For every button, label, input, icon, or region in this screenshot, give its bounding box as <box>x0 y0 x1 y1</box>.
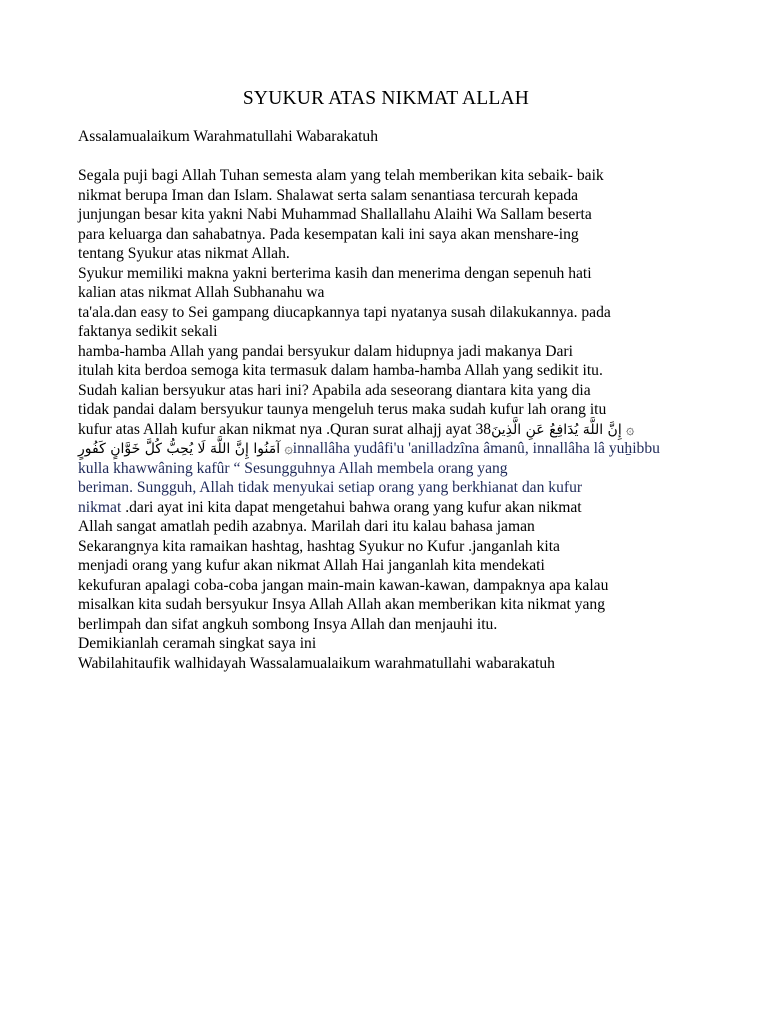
body-line: kalian atas nikmat Allah Subhanahu wa <box>78 284 325 301</box>
document-title: SYUKUR ATAS NIKMAT ALLAH <box>242 88 530 109</box>
body-line: menjadi orang yang kufur akan nikmat Allah Hai janganlah kita mendekati <box>78 557 545 574</box>
verse-translation: “ Sesungguhnya Allah membela orang yang <box>229 459 508 477</box>
arabic-verse-part2: ۞ آمَنُوا إِنَّ اللَّهَ لَا يُحِبُّ كُلَّ خَوَّانٍ كَفُورٍ <box>78 441 293 457</box>
verse-transliteration: innallâha yudâfi'u 'anilladzîna âmanû, innallâha lâ yuẖibbu <box>292 440 660 457</box>
body-line: faktanya sedikit sekali <box>78 323 218 340</box>
body-line: kekufuran apalagi coba-coba jangan main-main kawan-kawan, dampaknya apa kalau <box>78 576 609 594</box>
body-line: misalkan kita sudah bersyukur Insya Allah Allah akan memberikan kita nikmat yang <box>78 596 606 613</box>
closing-salutation: Wabilahitaufik walhidayah Wassalamualaikum warahmatullahi wabarakatuh <box>78 654 555 672</box>
body-line: junjungan besar kita yakni Nabi Muhammad Shallallahu Alaihi Wa Sallam beserta <box>78 206 592 223</box>
body-text: .dari ayat ini kita dapat mengetahui bahwa orang yang kufur akan nikmat <box>121 498 582 516</box>
body-line: Sekarangnya kita ramaikan hashtag, hashtag Syukur no Kufur .janganlah kita <box>78 537 560 555</box>
paragraph-gap <box>78 147 698 167</box>
body-line: Allah sangat amatlah pedih azabnya. Marilah dari itu kalau bahasa jaman <box>78 518 535 535</box>
body-line: tidak pandai dalam bersyukur taunya mengeluh terus maka sudah kufur lah orang itu <box>78 401 607 418</box>
body-line: hamba-hamba Allah yang pandai bersyukur dalam hidupnya jadi makanya Dari <box>78 342 573 360</box>
body-line: Demikianlah ceramah singkat saya ini <box>78 635 317 652</box>
verse-translation-line: beriman. Sungguh, Allah tidak menyukai setiap orang yang berkhianat dan kufur <box>78 479 583 496</box>
body-line: para keluarga dan sahabatnya. Pada kesempatan kali ini saya akan menshare-ing <box>78 225 579 243</box>
body-line: Sudah kalian bersyukur atas hari ini? Apabila ada seseorang diantara kita yang dia <box>78 381 591 399</box>
verse-line <box>78 498 698 518</box>
body-line: Syukur memiliki makna yakni berterima kasih dan menerima dengan sepenuh hati <box>78 264 592 282</box>
body-line: tentang Syukur atas nikmat Allah. <box>78 245 290 262</box>
verse-transliteration-end: kulla khawwâning kafûr <box>78 459 230 477</box>
verse-intro: kufur atas Allah kufur akan nikmat nya .Quran surat alhajj ayat 38 <box>78 420 492 438</box>
verse-line <box>78 439 698 459</box>
body-line: Segala puji bagi Allah Tuhan semesta alam yang telah memberikan kita sebaik- baik <box>78 167 604 184</box>
arabic-verse-part1: ۞ إِنَّ اللَّهَ يُدَافِعُ عَنِ الَّذِينَ <box>491 421 635 438</box>
body-line: nikmat berupa Iman dan Islam. Shalawat serta salam senantiasa tercurah kepada <box>78 186 579 204</box>
body-line: ta'ala.dan easy to Sei gampang diucapkannya tapi nyatanya susah dilakukannya. pada <box>78 303 611 321</box>
greeting: Assalamualaikum Warahmatullahi Wabarakatuh <box>78 128 379 145</box>
verse-line <box>78 420 698 440</box>
body-line: berlimpah dan sifat angkuh sombong Insya Allah dan menjauhi itu. <box>78 615 498 633</box>
verse-translation-end: nikmat <box>78 498 122 516</box>
body-line: itulah kita berdoa semoga kita termasuk dalam hamba-hamba Allah yang sedikit itu. <box>78 362 603 379</box>
verse-line <box>78 459 698 479</box>
document-body <box>78 127 698 673</box>
